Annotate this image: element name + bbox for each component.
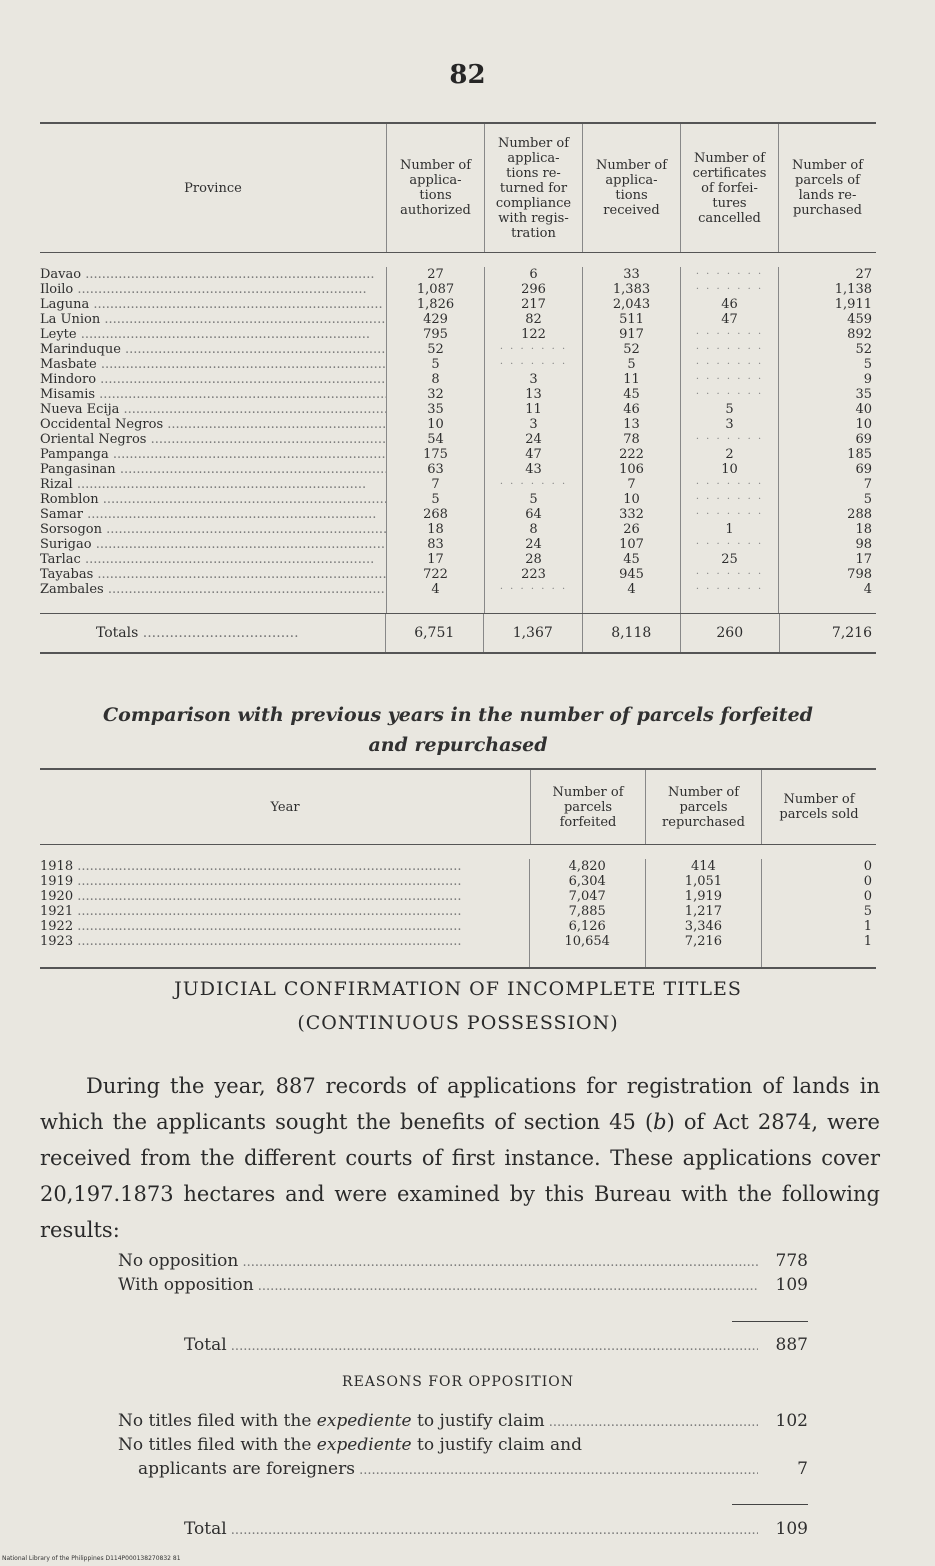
province-name-cell: Rizal ..... <box>40 477 386 492</box>
returned-cell: 5 <box>529 492 538 507</box>
header-province: Province <box>184 180 242 196</box>
authorized-cell: 83 <box>427 537 444 552</box>
repurchased-column-2 <box>645 859 762 967</box>
forfeited-cell: 7,885 <box>568 904 606 919</box>
header-received: Number of applica- tions received <box>582 124 680 252</box>
parcels-repurchased-cell: 3,346 <box>684 919 723 934</box>
returned-cell: 122 <box>521 327 546 342</box>
repurchased-cell: 185 <box>847 447 872 462</box>
returned-cell: · · · · · · · <box>499 584 568 595</box>
cancelled-cell: · · · · · · · <box>695 359 764 370</box>
returned-cell: 28 <box>525 552 542 567</box>
province-name-cell: Iloilo ..... <box>40 282 386 297</box>
authorized-cell: 722 <box>423 567 448 582</box>
sold-cell: 5 <box>863 904 872 919</box>
parcels-repurchased-cell: 1,051 <box>684 874 723 889</box>
authorized-cell: 795 <box>423 327 448 342</box>
authorized-cell: 1,826 <box>416 297 455 312</box>
total-authorized: 6,751 <box>385 614 484 652</box>
received-cell: 46 <box>623 402 640 417</box>
returned-cell: 217 <box>521 297 546 312</box>
province-name-cell: Davao ..... <box>40 267 386 282</box>
received-cell: 1,383 <box>612 282 651 297</box>
province-name-cell: Nueva Ecija ..... <box>40 402 386 417</box>
cancelled-cell: 5 <box>725 402 734 417</box>
repurchased-cell: 798 <box>847 567 872 582</box>
authorized-cell: 5 <box>431 492 440 507</box>
received-cell: 4 <box>627 582 636 597</box>
sold-cell: 0 <box>863 889 872 904</box>
sold-cell: 0 <box>863 859 872 874</box>
authorized-cell: 8 <box>431 372 440 387</box>
authorized-cell: 32 <box>427 387 444 402</box>
total-received: 8,118 <box>582 614 681 652</box>
received-cell: 106 <box>619 462 644 477</box>
result-with-opposition: With opposition ..... 109 <box>118 1274 808 1298</box>
authorized-cell: 4 <box>431 582 440 597</box>
cancelled-cell: 46 <box>721 297 738 312</box>
page-number: 82 <box>449 60 486 90</box>
year-cell: 1923 ..... <box>40 934 529 949</box>
reasons-heading: REASONS FOR OPPOSITION <box>342 1374 574 1390</box>
cancelled-cell: · · · · · · · <box>695 509 764 520</box>
province-table-header <box>40 124 876 253</box>
total-returned: 1,367 <box>483 614 582 652</box>
reason-2-line2: applicants are foreigners ..... 7 <box>118 1458 808 1482</box>
received-cell: 945 <box>619 567 644 582</box>
province-name-cell: Surigao ..... <box>40 537 386 552</box>
authorized-cell: 1,087 <box>416 282 455 297</box>
received-cell: 7 <box>627 477 636 492</box>
repurchased-cell: 27 <box>855 267 872 282</box>
cancelled-cell: · · · · · · · <box>695 269 764 280</box>
authorized-cell: 63 <box>427 462 444 477</box>
cancelled-cell: 25 <box>721 552 738 567</box>
repurchased-cell: 52 <box>855 342 872 357</box>
results-list <box>118 1250 808 1298</box>
repurchased-cell: 40 <box>855 402 872 417</box>
forfeited-cell: 6,304 <box>568 874 606 889</box>
repurchased-cell: 1,138 <box>834 282 872 297</box>
reason-1: No titles filed with the expediente to justify claim ..... 102 <box>118 1410 808 1434</box>
section-paragraph: During the year, 887 records of applications for registration of lands in which the applicants sought the benefits of section 45 (b) of Act 2874, were received from the different courts of first instance. These applications cover 20,197.1873 hectares and were examined by this Bureau with the following results: <box>40 1074 880 1242</box>
totals-label: Totals ..... <box>40 625 385 641</box>
province-name-cell: Pangasinan ..... <box>40 462 386 477</box>
forfeited-column <box>529 859 645 967</box>
cancelled-cell: · · · · · · · <box>695 539 764 550</box>
authorized-cell: 7 <box>431 477 440 492</box>
authorized-cell: 268 <box>423 507 448 522</box>
header-sold: Number of parcels sold <box>761 770 876 844</box>
comparison-title-line2: and repurchased <box>368 734 548 756</box>
returned-cell: 64 <box>525 507 542 522</box>
province-table-totals <box>40 613 876 652</box>
repurchased-cell: 69 <box>855 462 872 477</box>
authorized-column <box>386 267 484 613</box>
authorized-cell: 18 <box>427 522 444 537</box>
reasons-total: Total ..... 109 <box>184 1518 808 1542</box>
repurchased-cell: 5 <box>863 492 872 507</box>
received-cell: 10 <box>623 492 640 507</box>
year-cell: 1919 ..... <box>40 874 529 889</box>
section-title-line1: JUDICIAL CONFIRMATION OF INCOMPLETE TITLES <box>174 978 742 1000</box>
received-cell: 332 <box>619 507 644 522</box>
province-name-cell: La Union ..... <box>40 312 386 327</box>
returned-cell: 24 <box>525 432 542 447</box>
header-repurchased: Number of parcels of lands re- purchased <box>778 124 876 252</box>
repurchased-cell: 1,911 <box>834 297 872 312</box>
parcels-repurchased-cell: 1,919 <box>684 889 723 904</box>
sold-cell: 0 <box>863 874 872 889</box>
returned-cell: 43 <box>525 462 542 477</box>
received-cell: 107 <box>619 537 644 552</box>
forfeited-cell: 7,047 <box>568 889 606 904</box>
repurchased-cell: 69 <box>855 432 872 447</box>
cancelled-cell: · · · · · · · <box>695 284 764 295</box>
forfeited-cell: 4,820 <box>568 859 606 874</box>
province-name-cell: Leyte ..... <box>40 327 386 342</box>
reason-2-line1: No titles filed with the expediente to justify claim and <box>118 1435 583 1455</box>
header-returned: Number of applica- tions re- turned for compliance with regis- tration <box>484 124 582 252</box>
received-cell: 52 <box>623 342 640 357</box>
repurchased-cell: 17 <box>855 552 872 567</box>
forfeited-cell: 6,126 <box>568 919 606 934</box>
cancelled-cell: · · · · · · · <box>695 584 764 595</box>
comparison-title-line1: Comparison with previous years in the number of parcels forfeited <box>103 704 813 726</box>
cancelled-cell: · · · · · · · <box>695 569 764 580</box>
section-title-line2: (CONTINUOUS POSSESSION) <box>297 1012 619 1034</box>
authorized-cell: 54 <box>427 432 444 447</box>
authorized-cell: 175 <box>423 447 448 462</box>
returned-cell: 24 <box>525 537 542 552</box>
year-cell: 1921 ..... <box>40 904 529 919</box>
reasons-list <box>118 1410 808 1482</box>
province-name-cell: Marinduque ..... <box>40 342 386 357</box>
returned-cell: · · · · · · · <box>499 359 568 370</box>
year-cell: 1922 ..... <box>40 919 529 934</box>
parcels-repurchased-cell: 414 <box>690 859 716 874</box>
sold-cell: 1 <box>863 919 872 934</box>
footer-credit: National Library of the Philippines D114P000138270832 81 <box>2 1555 181 1562</box>
cancelled-cell: · · · · · · · <box>695 494 764 505</box>
parcels-repurchased-cell: 1,217 <box>684 904 723 919</box>
province-name-cell: Samar ..... <box>40 507 386 522</box>
header-year: Year <box>270 799 300 815</box>
cancelled-cell: · · · · · · · <box>695 344 764 355</box>
cancelled-cell: 47 <box>721 312 738 327</box>
repurchased-cell: 9 <box>863 372 872 387</box>
returned-cell: 223 <box>521 567 546 582</box>
repurchased-column <box>778 267 876 613</box>
province-name-cell: Pampanga ..... <box>40 447 386 462</box>
parcels-repurchased-cell: 7,216 <box>684 934 723 949</box>
province-name-cell: Mindoro ..... <box>40 372 386 387</box>
province-column <box>40 267 386 613</box>
received-cell: 511 <box>619 312 644 327</box>
returned-cell: 47 <box>525 447 542 462</box>
authorized-cell: 5 <box>431 357 440 372</box>
repurchased-cell: 7 <box>863 477 872 492</box>
authorized-cell: 27 <box>427 267 444 282</box>
repurchased-cell: 10 <box>855 417 872 432</box>
cancelled-cell: 10 <box>721 462 738 477</box>
year-column <box>40 859 529 967</box>
received-cell: 2,043 <box>612 297 651 312</box>
province-name-cell: Zambales ..... <box>40 582 386 597</box>
returned-cell: 11 <box>525 402 542 417</box>
yearly-table-header <box>40 770 876 845</box>
authorized-cell: 10 <box>427 417 444 432</box>
province-name-cell: Tarlac ..... <box>40 552 386 567</box>
authorized-cell: 17 <box>427 552 444 567</box>
cancelled-cell: 2 <box>725 447 734 462</box>
header-forfeited: Number of parcels forfeited <box>530 770 645 844</box>
received-column <box>582 267 680 613</box>
total-rule <box>732 1321 808 1322</box>
cancelled-cell: · · · · · · · <box>695 329 764 340</box>
returned-cell: 82 <box>525 312 542 327</box>
received-cell: 5 <box>627 357 636 372</box>
sold-column <box>761 859 876 967</box>
repurchased-cell: 459 <box>847 312 872 327</box>
repurchased-cell: 892 <box>847 327 872 342</box>
returned-cell: 3 <box>529 417 538 432</box>
received-cell: 13 <box>623 417 640 432</box>
province-name-cell: Tayabas ..... <box>40 567 386 582</box>
returned-cell: 296 <box>521 282 546 297</box>
cancelled-column <box>680 267 778 613</box>
authorized-cell: 35 <box>427 402 444 417</box>
returned-cell: · · · · · · · <box>499 479 568 490</box>
province-name-cell: Laguna ..... <box>40 297 386 312</box>
repurchased-cell: 288 <box>847 507 872 522</box>
repurchased-cell: 4 <box>863 582 872 597</box>
province-name-cell: Romblon ..... <box>40 492 386 507</box>
section-title <box>40 972 876 1040</box>
year-cell: 1920 ..... <box>40 889 529 904</box>
yearly-comparison-table <box>40 768 876 969</box>
returned-cell: 13 <box>525 387 542 402</box>
repurchased-cell: 18 <box>855 522 872 537</box>
cancelled-cell: · · · · · · · <box>695 479 764 490</box>
cancelled-cell: 1 <box>725 522 734 537</box>
repurchased-cell: 5 <box>863 357 872 372</box>
province-name-cell: Misamis ..... <box>40 387 386 402</box>
yearly-table-body <box>40 845 876 967</box>
received-cell: 33 <box>623 267 640 282</box>
province-name-cell: Masbate ..... <box>40 357 386 372</box>
returned-cell: 3 <box>529 372 538 387</box>
received-cell: 222 <box>619 447 644 462</box>
received-cell: 78 <box>623 432 640 447</box>
returned-column <box>484 267 582 613</box>
header-cancelled: Number of certificates of forfei- tures cancelled <box>680 124 778 252</box>
received-cell: 917 <box>619 327 644 342</box>
received-cell: 11 <box>623 372 640 387</box>
cancelled-cell: · · · · · · · <box>695 434 764 445</box>
authorized-cell: 52 <box>427 342 444 357</box>
header-authorized: Number of applica- tions authorized <box>386 124 484 252</box>
returned-cell: 6 <box>529 267 538 282</box>
province-table <box>40 122 876 654</box>
total-cancelled: 260 <box>680 614 779 652</box>
returned-cell: 8 <box>529 522 538 537</box>
province-name-cell: Oriental Negros ..... <box>40 432 386 447</box>
received-cell: 45 <box>623 552 640 567</box>
received-cell: 45 <box>623 387 640 402</box>
forfeited-cell: 10,654 <box>564 934 610 949</box>
comparison-title <box>40 700 876 760</box>
returned-cell: · · · · · · · <box>499 344 568 355</box>
province-name-cell: Occidental Negros ..... <box>40 417 386 432</box>
province-table-body <box>40 253 876 613</box>
cancelled-cell: · · · · · · · <box>695 374 764 385</box>
result-no-opposition: No opposition ..... 778 <box>118 1250 808 1274</box>
cancelled-cell: 3 <box>725 417 734 432</box>
cancelled-cell: · · · · · · · <box>695 389 764 400</box>
repurchased-cell: 98 <box>855 537 872 552</box>
header-parcels-repurchased: Number of parcels repurchased <box>645 770 761 844</box>
results-total: Total ..... 887 <box>184 1334 808 1358</box>
authorized-cell: 429 <box>423 312 448 327</box>
reasons-total-rule <box>732 1504 808 1505</box>
total-repurchased: 7,216 <box>779 614 877 652</box>
repurchased-cell: 35 <box>855 387 872 402</box>
province-name-cell: Sorsogon ..... <box>40 522 386 537</box>
received-cell: 26 <box>623 522 640 537</box>
sold-cell: 1 <box>863 934 872 949</box>
year-cell: 1918 ..... <box>40 859 529 874</box>
